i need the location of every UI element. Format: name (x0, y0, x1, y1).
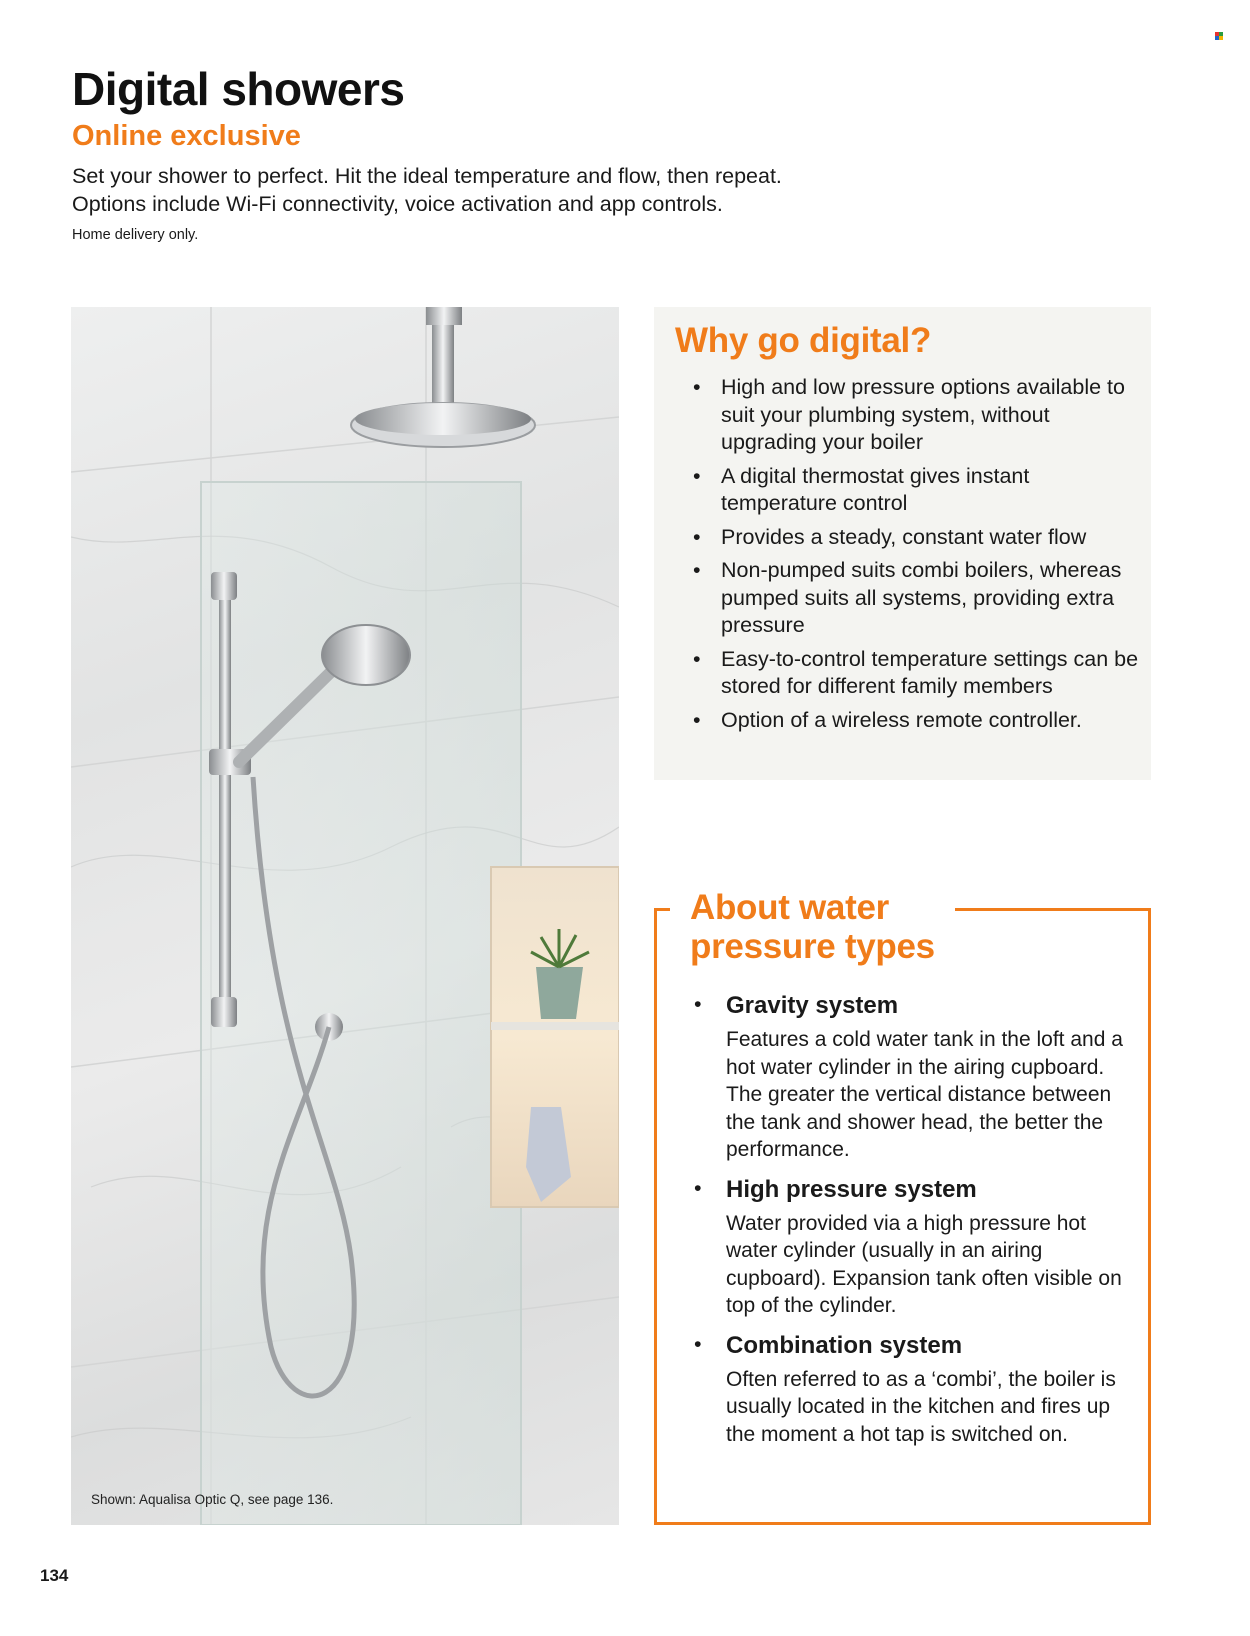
bullet-icon: • (694, 1331, 702, 1356)
intro-line: Options include Wi-Fi connectivity, voice activation and app controls. (72, 192, 723, 216)
list-item-text: Option of a wireless remote controller. (721, 707, 1082, 732)
page-number: 134 (40, 1566, 69, 1585)
bullet-icon: • (693, 707, 701, 732)
bullet-icon: • (693, 463, 701, 488)
system-name: High pressure system (726, 1175, 977, 1203)
bullet-icon: • (694, 992, 702, 1016)
bullet-icon: • (693, 646, 701, 671)
page-subtitle: Online exclusive (72, 120, 301, 152)
list-item (675, 707, 1145, 735)
system-description: Water provided via a high pressure hot water cylinder (usually in an airing cupboard). Expansion tank often visible on top of the cylinder. (726, 1211, 1122, 1317)
list-item (694, 1330, 1124, 1449)
system-name: Combination system (726, 1331, 963, 1359)
list-item (675, 646, 1145, 701)
shower-illustration (71, 307, 619, 1525)
bullet-icon: • (693, 524, 701, 549)
system-name: Gravity system (726, 992, 899, 1019)
why-digital-list (675, 374, 1145, 740)
page-title: Digital showers (72, 63, 405, 115)
list-item (675, 557, 1145, 640)
intro-text (72, 162, 782, 218)
list-item (694, 1174, 1124, 1320)
intro-line: Set your shower to perfect. Hit the ideal temperature and flow, then repeat. (72, 164, 782, 188)
list-item-text: A digital thermostat gives instant temperature control (721, 463, 1030, 515)
system-description: Often referred to as a ‘combi’, the boiler is usually located in the kitchen and fires up the moment a hot tap is switched on. (726, 1367, 1116, 1446)
list-item (675, 374, 1145, 457)
list-item-text: Easy-to-control temperature settings can be stored for different family members (721, 646, 1139, 698)
list-item (694, 990, 1124, 1164)
pressure-types-list (694, 990, 1124, 1458)
shower-photo (71, 307, 619, 1525)
list-item (675, 463, 1145, 518)
heading-line: pressure types (690, 927, 935, 966)
heading-line: About water (690, 888, 889, 927)
list-item-text: Non-pumped suits combi boilers, whereas pumped suits all systems, providing extra pressure (721, 558, 1122, 637)
why-digital-heading: Why go digital? (675, 321, 932, 360)
pressure-types-heading (690, 888, 935, 966)
bullet-icon: • (694, 1175, 702, 1200)
photo-caption: Shown: Aqualisa Optic Q, see page 136. (91, 1492, 334, 1507)
why-digital-panel (654, 307, 1151, 780)
system-description: Features a cold water tank in the loft and a hot water cylinder in the airing cupboard. The greater the vertical distance between the tank and shower head, the better the performance. (726, 1028, 1123, 1161)
list-item-text: High and low pressure options available to suit your plumbing system, without upgrading your boiler (721, 375, 1125, 454)
delivery-note: Home delivery only. (72, 227, 199, 243)
list-item (675, 524, 1145, 552)
bullet-icon: • (693, 375, 701, 399)
brand-mark-icon (1215, 32, 1225, 40)
list-item-text: Provides a steady, constant water flow (721, 524, 1087, 549)
bullet-icon: • (693, 558, 701, 582)
